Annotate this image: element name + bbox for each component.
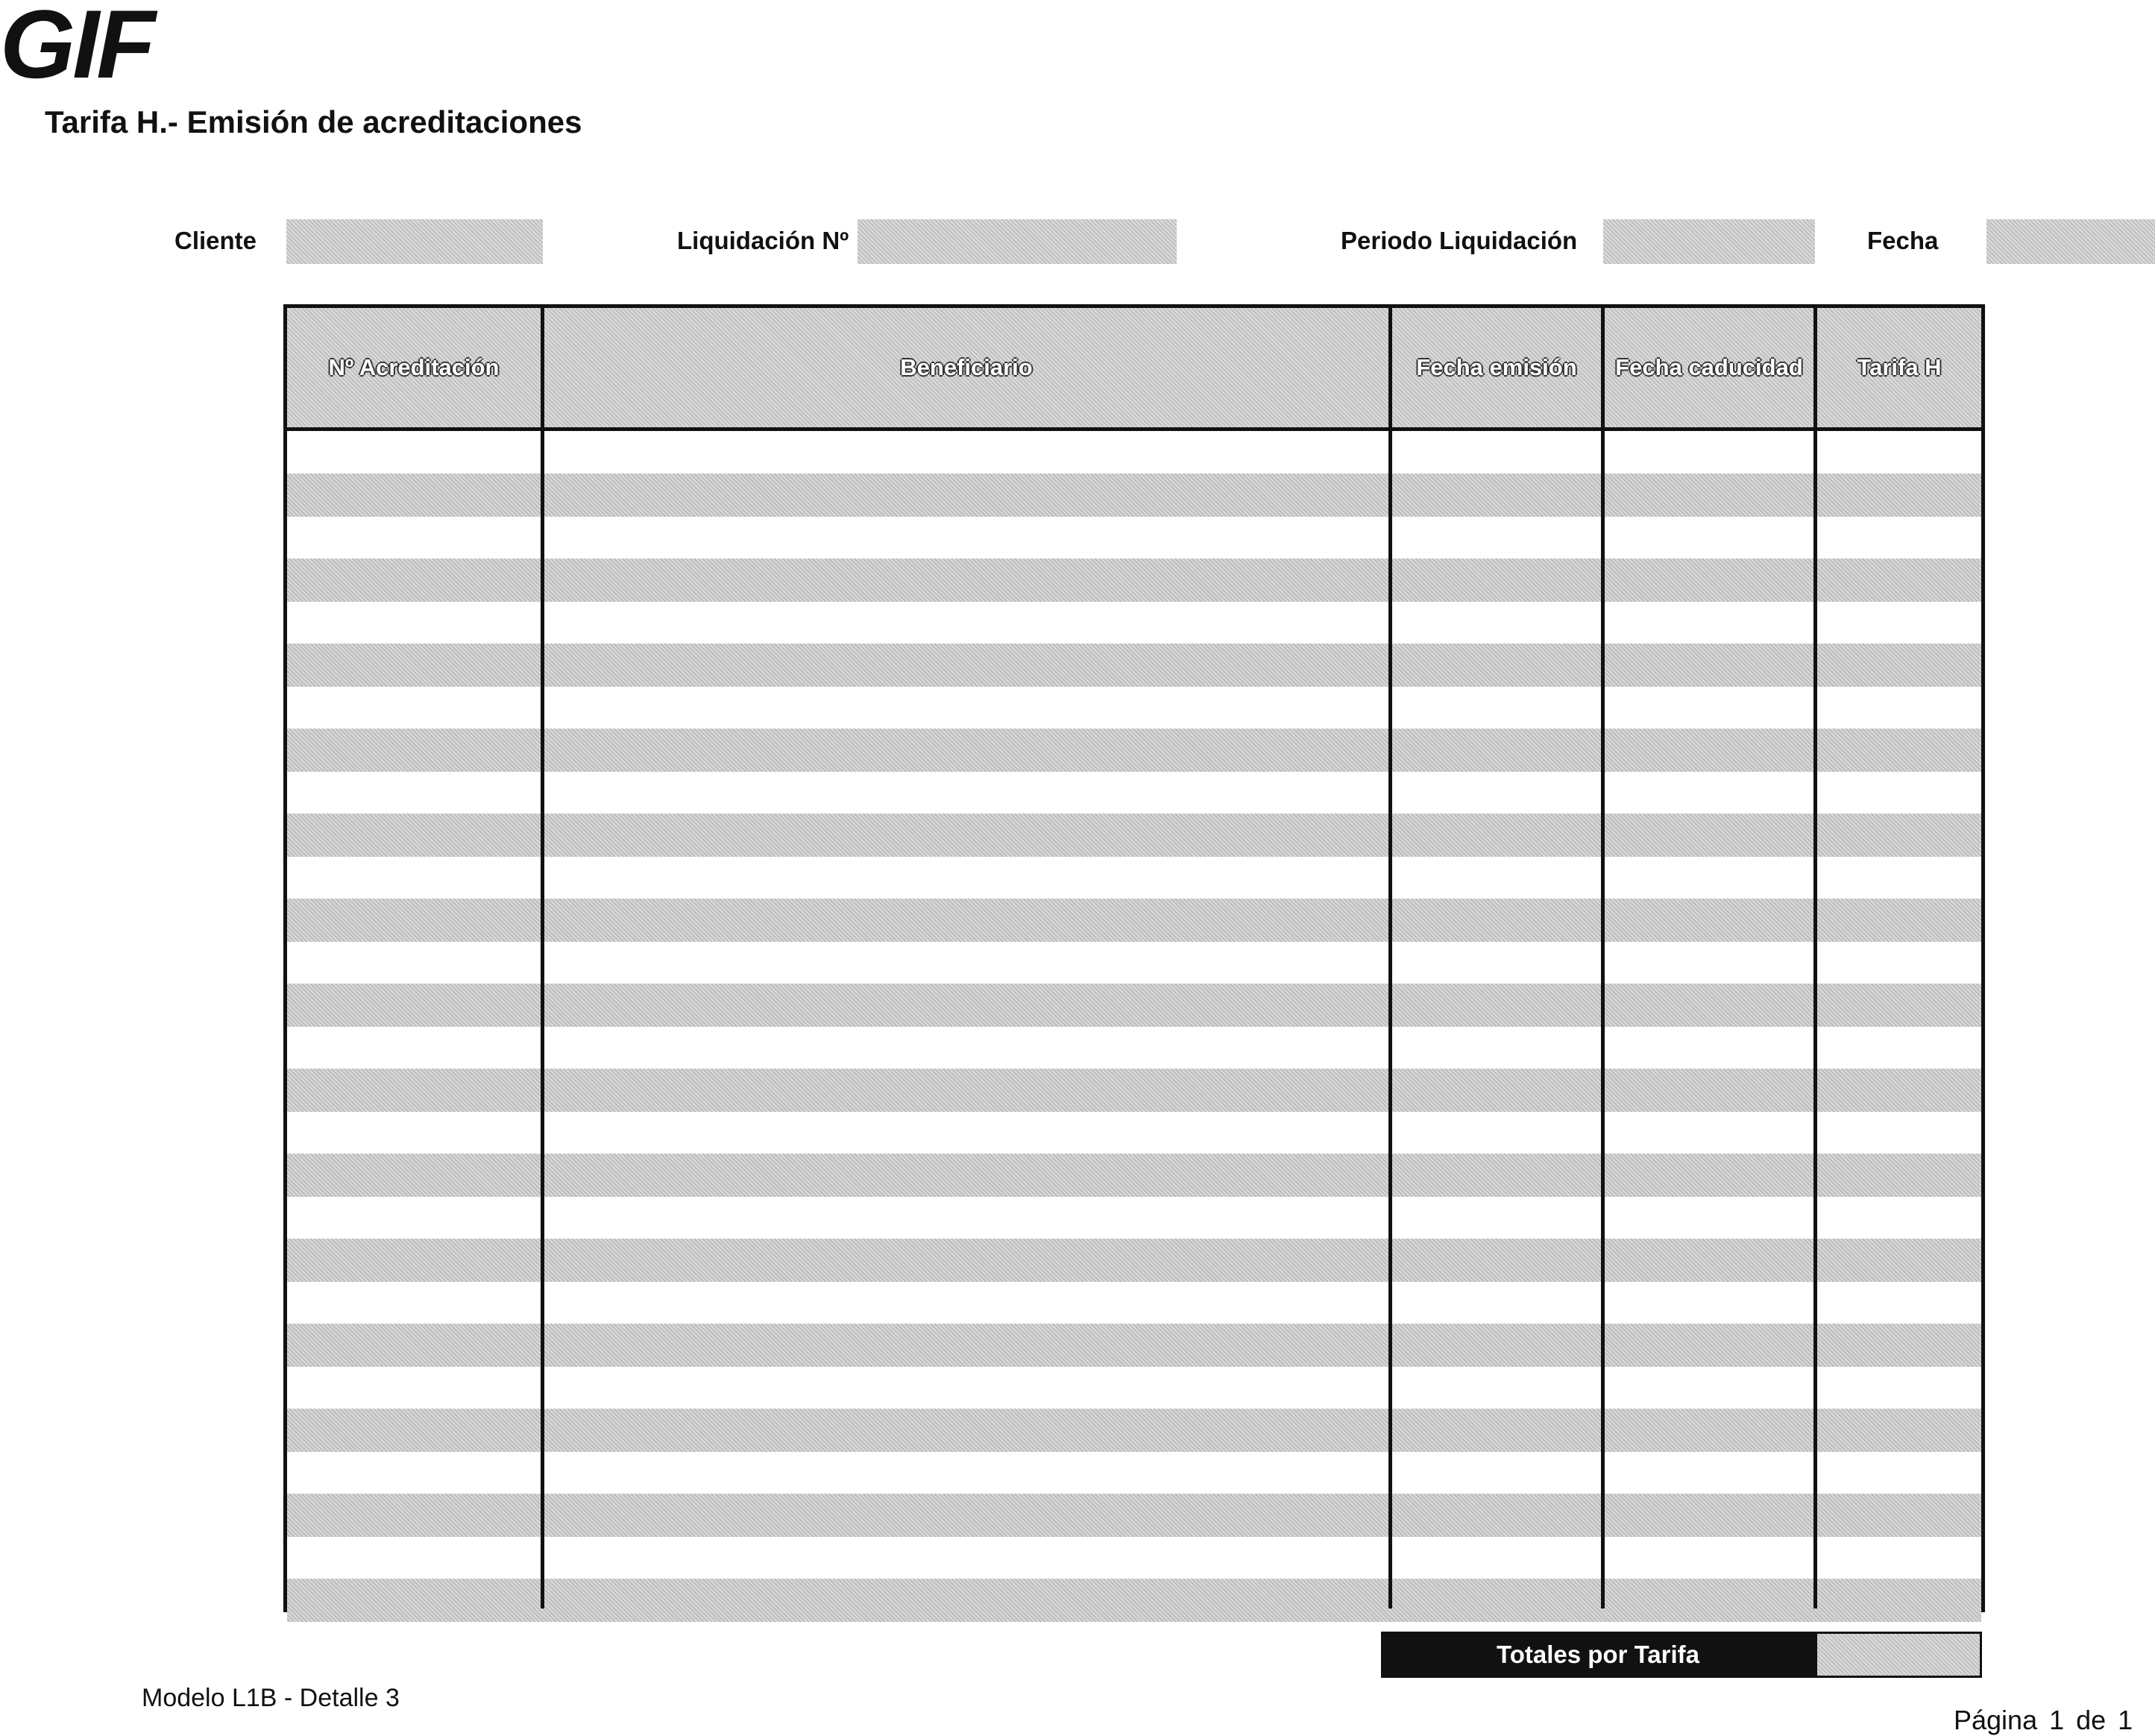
page-number: Página 1 de 1 [1954, 1705, 2133, 1735]
col-header-tarifa-h: Tarifa H [1857, 354, 1942, 380]
col-header-fecha-emision: Fecha emisión [1416, 354, 1577, 380]
totals-label: Totales por Tarifa [1381, 1632, 1815, 1678]
page-title: Tarifa H.- Emisión de acreditaciones [45, 104, 582, 139]
model-label: Modelo L1B - Detalle 3 [142, 1684, 400, 1712]
cliente-label: Cliente [174, 227, 257, 254]
liquidacion-label: Liquidación Nº [677, 227, 849, 254]
acreditaciones-table [283, 304, 1985, 1612]
liquidacion-field[interactable] [858, 219, 1177, 264]
col-header-acreditacion: Nº Acreditación [328, 354, 500, 380]
cliente-field[interactable] [286, 219, 543, 264]
periodo-label: Periodo Liquidación [1341, 227, 1578, 254]
totals-value-field[interactable] [1815, 1632, 1982, 1678]
column-divider [541, 308, 544, 1608]
col-header-fecha-caducidad: Fecha caducidad [1615, 354, 1803, 380]
column-divider [1601, 308, 1605, 1608]
column-divider [1388, 308, 1392, 1608]
col-header-beneficiario: Beneficiario [900, 354, 1033, 380]
periodo-field[interactable] [1603, 219, 1815, 264]
fecha-field[interactable] [1986, 219, 2155, 264]
fecha-label: Fecha [1867, 227, 1939, 254]
gif-logo: GIF [0, 0, 153, 98]
column-divider [1813, 308, 1817, 1608]
